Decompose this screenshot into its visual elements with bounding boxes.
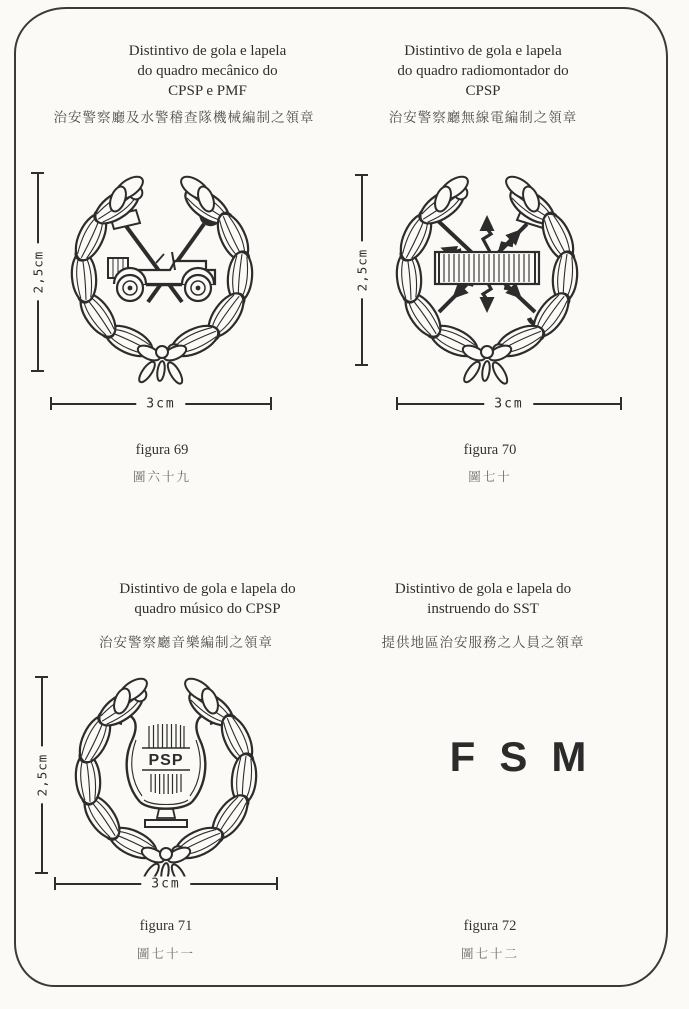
panel2-title [333,42,633,101]
height-label: 2,5cm [35,747,50,804]
wreath-radio-emblem [377,166,597,396]
panel3-height-dimension [32,676,52,874]
lyre-psp-text: PSP [148,752,184,769]
dimension-tick [355,364,368,366]
panel4-title [333,580,633,620]
dimension-tick [54,877,56,890]
panel1-title-line1: Distintivo de gola e lapela [128,43,287,59]
dimension-tick [355,174,368,176]
height-label: 2,5cm [355,242,370,299]
panel3-title [50,580,365,620]
panel3-caption: figura 71 [139,918,193,934]
vintage-car-icon [108,252,215,301]
dimension-tick [50,397,52,410]
panel3-width-dimension [54,874,278,894]
panel4-caption: figura 72 [463,918,517,934]
dimension-tick [35,872,48,874]
panel2-title-line2: do quadro radiomontador do [397,62,569,79]
panel1-title-line2: do quadro mecânico do [137,62,278,79]
panel3-subtitle-zh: 治安警察廳音樂編制之領章 [99,635,273,650]
panel1-caption: figura 69 [135,442,189,458]
panel4-caption-zh: 圖七十二 [460,947,519,961]
panel2-caption: figura 70 [463,442,517,458]
height-label: 2,5cm [31,244,46,301]
fsm-lettering: FSM [449,733,611,780]
panel3-title-line1: Distintivo de gola e lapela do [119,581,296,597]
panel2-title-line1: Distintivo de gola e lapela [404,43,562,59]
panel3-title-line2: quadro músico do CPSP [134,600,281,617]
dimension-tick [620,397,622,410]
panel2-subtitle-zh: 治安警察廳無線電編制之領章 [388,110,578,125]
dimension-tick [31,370,44,372]
radio-coil-icon [435,252,539,284]
panel1-caption-zh: 圖六十九 [132,470,191,484]
panel1-title [50,42,365,101]
wreath-lyre-emblem [56,668,276,898]
panel2-height-dimension [352,174,372,366]
width-label: 3cm [141,876,190,891]
panel2-title-line3: CPSP [465,82,501,99]
width-label: 3cm [136,396,185,411]
dimension-tick [35,676,48,678]
width-label: 3cm [484,396,533,411]
dimension-tick [270,397,272,410]
laurel-wreath [73,674,260,887]
panel1-height-dimension [28,172,48,372]
dimension-tick [276,877,278,890]
panel1-title-line3: CPSP e PMF [168,82,247,99]
lyre-icon [117,714,215,827]
dimension-tick [31,172,44,174]
panel2-caption-zh: 圖七十 [468,470,512,484]
panel2-width-dimension [396,394,622,414]
panel3-caption-zh: 圖七十一 [136,947,195,961]
panel1-width-dimension [50,394,272,414]
panel1-subtitle-zh: 治安警察廳及水警稽查隊機械編制之領章 [53,110,315,125]
panel4-title-line2: instruendo do SST [427,600,539,617]
panel4-subtitle-zh: 提供地區治安服務之人員之領章 [381,635,585,650]
dimension-tick [396,397,398,410]
panel4-title-line1: Distintivo de gola e lapela do [394,581,572,597]
wreath-car-emblem [52,166,272,396]
